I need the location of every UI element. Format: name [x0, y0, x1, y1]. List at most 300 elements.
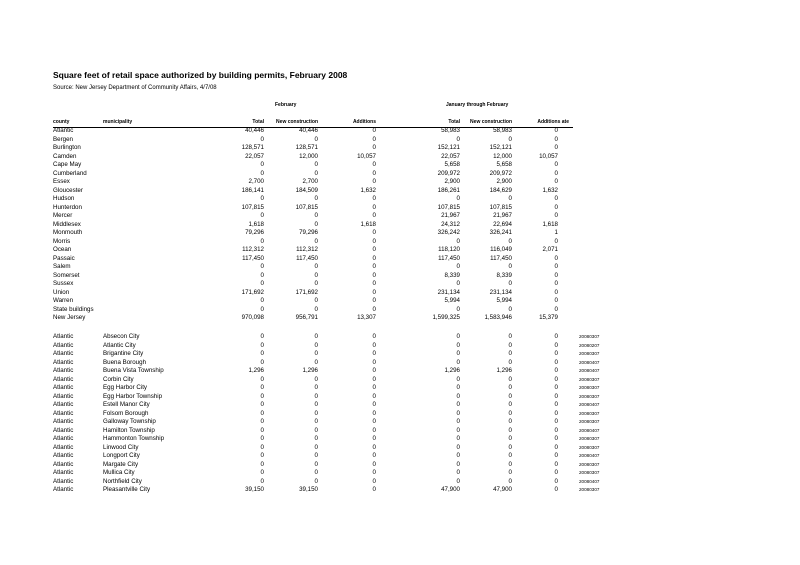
date-cell: 20080407 — [579, 453, 600, 458]
county-cell: Warren — [53, 297, 74, 304]
new-construction-ytd-cell: 22,694 — [493, 220, 512, 228]
municipality-cell: Egg Harbor Township — [103, 392, 163, 400]
additions-cell: 0 — [372, 135, 376, 143]
county-cell: Morris — [53, 237, 71, 245]
total-cell: 0 — [260, 237, 264, 245]
county-cell: Atlantic — [53, 358, 74, 366]
additions-ytd-cell: 0 — [554, 195, 558, 202]
additions-cell: 0 — [372, 305, 376, 313]
municipality-row — [0, 393, 800, 401]
additions-ytd-cell: 0 — [554, 401, 558, 408]
county-row — [0, 238, 800, 246]
county-row — [0, 178, 800, 186]
date-cell: 20080407 — [579, 402, 600, 407]
new-construction-cell: 0 — [314, 305, 318, 313]
date-cell: 20080307 — [579, 419, 600, 424]
municipality-row — [0, 333, 800, 341]
new-construction-cell: 12,000 — [299, 152, 318, 160]
municipality-row — [0, 376, 800, 384]
new-construction-cell: 0 — [314, 409, 318, 417]
additions-cell: 0 — [372, 263, 376, 270]
new-construction-cell: 0 — [314, 392, 318, 400]
new-construction-ytd-cell: 0 — [508, 341, 512, 349]
county-cell: Atlantic — [53, 367, 74, 374]
total-ytd-cell: 0 — [456, 469, 460, 476]
col-header-additions-ytd: Additions ate — [537, 119, 569, 125]
county-row — [0, 246, 800, 254]
additions-cell: 0 — [372, 392, 376, 400]
total-ytd-cell: 118,120 — [438, 246, 460, 253]
total-ytd-cell: 0 — [456, 418, 460, 425]
total-ytd-cell: 0 — [456, 384, 460, 391]
county-cell: Atlantic — [53, 435, 74, 442]
total-cell: 107,815 — [241, 203, 264, 211]
total-cell: 0 — [260, 161, 264, 168]
municipality-cell: Galloway Township — [103, 418, 156, 425]
total-ytd-cell: 0 — [456, 280, 460, 287]
total-cell: 1,296 — [248, 367, 264, 374]
additions-ytd-cell: 0 — [554, 350, 558, 357]
date-cell: 20080207 — [579, 342, 600, 348]
county-row — [0, 195, 800, 203]
new-construction-cell: 0 — [314, 477, 318, 485]
county-cell: Atlantic — [53, 452, 74, 459]
new-construction-ytd-cell: 8,339 — [496, 271, 512, 279]
total-ytd-cell: 0 — [456, 452, 460, 459]
total-cell: 2,700 — [248, 178, 264, 185]
date-cell: 20080407 — [579, 478, 600, 484]
county-cell: Atlantic — [53, 460, 74, 468]
additions-ytd-cell: 0 — [554, 203, 558, 211]
county-cell: Ocean — [53, 246, 72, 253]
new-construction-ytd-cell: 0 — [508, 435, 512, 442]
date-cell: 20080307 — [579, 385, 600, 390]
additions-ytd-cell: 0 — [554, 161, 558, 168]
total-cell: 0 — [260, 375, 264, 383]
total-cell: 0 — [260, 195, 264, 202]
county-cell: Atlantic — [53, 341, 74, 349]
additions-ytd-cell: 0 — [554, 178, 558, 185]
municipality-cell: Estell Manor City — [103, 401, 150, 408]
additions-ytd-cell: 0 — [554, 305, 558, 313]
county-cell: Atlantic — [53, 333, 74, 340]
county-cell: Hunterdon — [53, 203, 82, 211]
total-ytd-cell: 0 — [456, 435, 460, 442]
additions-cell: 0 — [372, 195, 376, 202]
new-construction-ytd-cell: 231,134 — [489, 288, 512, 296]
municipality-cell: Brigantine City — [103, 350, 144, 357]
county-cell: Atlantic — [53, 477, 74, 485]
new-construction-cell: 0 — [314, 169, 318, 177]
additions-ytd-cell: 0 — [554, 341, 558, 349]
date-cell: 20080307 — [579, 334, 600, 339]
total-cell: 0 — [260, 358, 264, 366]
total-ytd-cell: 1,599,325 — [432, 314, 460, 321]
new-construction-ytd-cell: 0 — [508, 195, 512, 202]
total-cell: 0 — [260, 135, 264, 143]
additions-ytd-cell: 1 — [554, 229, 558, 236]
additions-cell: 0 — [372, 367, 376, 374]
county-cell: Atlantic — [53, 486, 74, 493]
additions-cell: 0 — [372, 246, 376, 253]
total-ytd-cell: 0 — [456, 195, 460, 202]
county-row — [0, 187, 800, 195]
total-cell: 0 — [260, 435, 264, 442]
additions-ytd-cell: 0 — [554, 169, 558, 177]
total-ytd-cell: 5,994 — [444, 297, 460, 304]
municipality-row — [0, 367, 800, 375]
new-construction-cell: 0 — [314, 375, 318, 383]
additions-cell: 0 — [372, 178, 376, 185]
new-construction-ytd-cell: 0 — [508, 135, 512, 143]
total-cell: 40,446 — [245, 127, 264, 134]
date-cell: 20080307 — [579, 351, 600, 356]
additions-ytd-cell: 0 — [554, 486, 558, 493]
total-ytd-cell: 0 — [456, 237, 460, 245]
new-construction-cell: 1,296 — [302, 367, 318, 374]
municipality-cell: Buena Vista Township — [103, 367, 164, 374]
total-ytd-cell: 231,134 — [437, 288, 460, 296]
new-construction-ytd-cell: 5,658 — [496, 161, 512, 168]
new-construction-cell: 39,150 — [299, 486, 318, 493]
total-ytd-cell: 58,983 — [441, 127, 460, 134]
additions-ytd-cell: 2,071 — [542, 246, 558, 253]
county-cell: Atlantic — [53, 426, 74, 434]
additions-cell: 0 — [372, 280, 376, 287]
additions-ytd-cell: 0 — [554, 212, 558, 219]
additions-ytd-cell: 0 — [554, 426, 558, 434]
total-cell: 0 — [260, 333, 264, 340]
county-cell: Atlantic — [53, 401, 74, 408]
new-construction-ytd-cell: 107,815 — [489, 203, 512, 211]
municipality-cell: Corbin City — [103, 375, 134, 383]
new-construction-cell: 0 — [314, 426, 318, 434]
new-construction-cell: 184,509 — [295, 186, 318, 194]
additions-ytd-cell: 0 — [554, 443, 558, 451]
new-construction-cell: 107,815 — [295, 203, 318, 211]
total-cell: 970,098 — [241, 314, 264, 321]
total-cell: 1,618 — [248, 220, 264, 228]
additions-cell: 0 — [372, 212, 376, 219]
new-construction-ytd-cell: 117,450 — [490, 254, 512, 262]
new-construction-cell: 956,791 — [295, 314, 318, 321]
new-construction-cell: 112,312 — [296, 246, 318, 253]
new-construction-ytd-cell: 326,241 — [489, 229, 512, 236]
new-construction-cell: 0 — [314, 350, 318, 357]
county-cell: Somerset — [53, 271, 80, 279]
additions-ytd-cell: 0 — [554, 144, 558, 151]
additions-cell: 0 — [372, 229, 376, 236]
additions-ytd-cell: 0 — [554, 452, 558, 459]
county-cell: Union — [53, 288, 70, 296]
county-row — [0, 136, 800, 144]
additions-ytd-cell: 0 — [554, 477, 558, 485]
additions-ytd-cell: 0 — [554, 135, 558, 143]
county-cell: Atlantic — [53, 392, 74, 400]
additions-cell: 1,618 — [360, 220, 376, 228]
new-construction-cell: 0 — [314, 460, 318, 468]
county-row — [0, 306, 800, 314]
additions-cell: 0 — [372, 435, 376, 442]
page-title: Square feet of retail space authorized by building permits, February 2008 — [53, 70, 348, 80]
municipality-cell: Hammonton Township — [103, 435, 165, 442]
total-ytd-cell: 22,057 — [441, 152, 460, 160]
new-construction-ytd-cell: 21,967 — [493, 212, 512, 219]
additions-ytd-cell: 0 — [554, 271, 558, 279]
additions-ytd-cell: 0 — [554, 297, 558, 304]
county-row — [0, 280, 800, 288]
new-construction-cell: 128,571 — [295, 144, 318, 151]
new-construction-ytd-cell: 116,049 — [490, 246, 512, 253]
total-cell: 0 — [260, 477, 264, 485]
additions-ytd-cell: 0 — [554, 375, 558, 383]
county-cell: Cape May — [53, 161, 82, 168]
total-ytd-cell: 8,339 — [444, 271, 460, 279]
municipality-row — [0, 435, 800, 443]
new-construction-ytd-cell: 1,583,946 — [484, 314, 512, 321]
municipality-row — [0, 401, 800, 409]
additions-cell: 0 — [372, 288, 376, 296]
total-ytd-cell: 0 — [456, 358, 460, 366]
col-header-total-ytd: Total — [448, 119, 460, 125]
total-cell: 0 — [260, 426, 264, 434]
municipality-cell: Pleasantville City — [103, 486, 151, 493]
new-construction-ytd-cell: 0 — [508, 392, 512, 400]
new-construction-ytd-cell: 0 — [508, 358, 512, 366]
new-construction-ytd-cell: 0 — [508, 477, 512, 485]
total-ytd-cell: 21,967 — [441, 212, 460, 219]
additions-ytd-cell: 0 — [554, 392, 558, 400]
municipality-cell: Atlantic City — [103, 341, 136, 349]
total-ytd-cell: 1,296 — [444, 367, 460, 374]
additions-ytd-cell: 0 — [554, 333, 558, 340]
date-cell: 20080307 — [579, 376, 600, 382]
new-construction-cell: 79,296 — [299, 229, 318, 236]
total-ytd-cell: 117,450 — [438, 254, 460, 262]
total-cell: 0 — [260, 305, 264, 313]
additions-cell: 0 — [372, 350, 376, 357]
total-cell: 0 — [260, 469, 264, 476]
total-ytd-cell: 2,900 — [444, 178, 460, 185]
county-row — [0, 170, 800, 178]
additions-ytd-cell: 10,057 — [539, 152, 558, 160]
county-cell: Sussex — [53, 280, 74, 287]
county-cell: Middlesex — [53, 220, 81, 228]
municipality-cell: Egg Harbor City — [103, 384, 148, 391]
date-cell: 20080407 — [579, 427, 600, 433]
county-row — [0, 289, 800, 297]
total-ytd-cell: 0 — [456, 375, 460, 383]
additions-cell: 0 — [372, 401, 376, 408]
new-construction-ytd-cell: 12,000 — [493, 152, 512, 160]
additions-cell: 0 — [372, 254, 376, 262]
additions-cell: 0 — [372, 297, 376, 304]
county-row — [0, 144, 800, 152]
total-ytd-cell: 47,900 — [441, 486, 460, 493]
date-cell: 20080307 — [579, 436, 600, 441]
new-construction-cell: 0 — [314, 297, 318, 304]
new-construction-ytd-cell: 209,972 — [489, 169, 512, 177]
municipality-cell: Mullica City — [103, 469, 135, 476]
new-construction-cell: 0 — [314, 135, 318, 143]
county-cell: Atlantic — [53, 418, 74, 425]
additions-ytd-cell: 0 — [554, 280, 558, 287]
additions-cell: 0 — [372, 271, 376, 279]
total-cell: 0 — [260, 384, 264, 391]
new-construction-ytd-cell: 0 — [508, 452, 512, 459]
additions-cell: 0 — [372, 161, 376, 168]
source-note: Source: New Jersey Department of Community Affairs, 4/7/08 — [53, 85, 217, 91]
county-row — [0, 272, 800, 280]
additions-ytd-cell: 0 — [554, 460, 558, 468]
total-ytd-cell: 0 — [456, 341, 460, 349]
total-cell: 128,571 — [241, 144, 264, 151]
county-row — [0, 204, 800, 212]
new-construction-cell: 0 — [314, 161, 318, 168]
municipality-row — [0, 384, 800, 392]
total-cell: 0 — [260, 350, 264, 357]
total-cell: 0 — [260, 418, 264, 425]
total-cell: 79,296 — [245, 229, 264, 236]
county-cell: Essex — [53, 178, 70, 185]
total-cell: 186,141 — [241, 186, 264, 194]
county-cell: Bergen — [53, 135, 73, 143]
total-ytd-cell: 0 — [456, 426, 460, 434]
county-row — [0, 161, 800, 169]
total-cell: 0 — [260, 297, 264, 304]
total-cell: 0 — [260, 392, 264, 400]
new-construction-cell: 40,446 — [299, 127, 318, 134]
additions-ytd-cell: 1,632 — [542, 186, 558, 194]
total-ytd-cell: 186,261 — [437, 186, 460, 194]
new-construction-ytd-cell: 5,994 — [496, 297, 512, 304]
additions-cell: 0 — [372, 426, 376, 434]
new-construction-ytd-cell: 0 — [508, 384, 512, 391]
total-ytd-cell: 0 — [456, 135, 460, 143]
date-cell: 20080307 — [579, 470, 600, 475]
county-cell: Salem — [53, 263, 71, 270]
additions-ytd-cell: 0 — [554, 127, 558, 134]
new-construction-ytd-cell: 0 — [508, 401, 512, 408]
additions-ytd-cell: 0 — [554, 288, 558, 296]
total-cell: 112,312 — [242, 246, 264, 253]
new-construction-ytd-cell: 0 — [508, 469, 512, 476]
new-construction-ytd-cell: 152,121 — [489, 144, 512, 151]
additions-cell: 0 — [372, 452, 376, 459]
new-construction-cell: 2,700 — [302, 178, 318, 185]
total-ytd-cell: 209,972 — [437, 169, 460, 177]
date-cell: 20080307 — [579, 461, 600, 467]
municipality-cell: Northfield City — [103, 477, 142, 485]
new-construction-cell: 0 — [314, 195, 318, 202]
total-cell: 0 — [260, 280, 264, 287]
county-cell: Atlantic — [53, 350, 74, 357]
date-cell: 20080407 — [579, 368, 600, 373]
total-cell: 39,150 — [245, 486, 264, 493]
county-cell: Camden — [53, 152, 77, 160]
county-cell: Atlantic — [53, 409, 74, 417]
municipality-row — [0, 427, 800, 435]
total-ytd-cell: 0 — [456, 401, 460, 408]
new-construction-ytd-cell: 0 — [508, 375, 512, 383]
new-construction-ytd-cell: 58,983 — [493, 127, 512, 134]
municipality-row — [0, 486, 800, 494]
new-construction-ytd-cell: 0 — [508, 237, 512, 245]
municipality-cell: Hamilton Township — [103, 426, 155, 434]
additions-ytd-cell: 15,379 — [539, 314, 558, 321]
county-row — [0, 297, 800, 305]
county-cell: Mercer — [53, 212, 73, 219]
new-construction-ytd-cell: 0 — [508, 263, 512, 270]
additions-cell: 0 — [372, 341, 376, 349]
total-ytd-cell: 0 — [456, 477, 460, 485]
municipality-cell: Longport City — [103, 452, 140, 459]
additions-ytd-cell: 0 — [554, 254, 558, 262]
additions-cell: 0 — [372, 443, 376, 451]
county-row — [0, 229, 800, 237]
new-construction-ytd-cell: 2,900 — [496, 178, 512, 185]
total-cell: 0 — [260, 443, 264, 451]
municipality-row — [0, 350, 800, 358]
municipality-row — [0, 444, 800, 452]
new-construction-cell: 0 — [314, 401, 318, 408]
county-cell: Atlantic — [53, 443, 74, 451]
additions-cell: 13,307 — [357, 314, 376, 321]
col-header-county: county — [53, 119, 70, 125]
additions-cell: 0 — [372, 333, 376, 340]
additions-cell: 0 — [372, 203, 376, 211]
new-construction-ytd-cell: 1,296 — [496, 367, 512, 374]
total-ytd-cell: 0 — [456, 333, 460, 340]
municipality-row — [0, 469, 800, 477]
municipality-row — [0, 359, 800, 367]
county-cell: Atlantic — [53, 127, 74, 134]
additions-cell: 10,057 — [357, 152, 376, 160]
col-header-new-construction-ytd: New construction — [470, 119, 512, 125]
county-row — [0, 127, 800, 135]
new-construction-cell: 0 — [314, 212, 318, 219]
additions-cell: 0 — [372, 144, 376, 151]
new-construction-ytd-cell: 0 — [508, 280, 512, 287]
additions-cell: 0 — [372, 169, 376, 177]
total-ytd-cell: 24,312 — [441, 220, 460, 228]
county-cell: Cumberland — [53, 169, 87, 177]
additions-cell: 0 — [372, 237, 376, 245]
additions-cell: 0 — [372, 486, 376, 493]
col-header-total: Total — [252, 119, 264, 125]
total-cell: 0 — [260, 169, 264, 177]
municipality-row — [0, 342, 800, 350]
new-construction-cell: 0 — [314, 263, 318, 270]
municipality-cell: Buena Borough — [103, 358, 147, 366]
municipality-row — [0, 478, 800, 486]
total-cell: 0 — [260, 263, 264, 270]
county-cell: Atlantic — [53, 375, 74, 383]
county-row — [0, 212, 800, 220]
total-cell: 0 — [260, 212, 264, 219]
additions-cell: 0 — [372, 477, 376, 485]
new-construction-cell: 0 — [314, 435, 318, 442]
municipality-row — [0, 461, 800, 469]
total-cell: 0 — [260, 409, 264, 417]
new-construction-cell: 0 — [314, 341, 318, 349]
total-cell: 0 — [260, 401, 264, 408]
new-construction-ytd-cell: 0 — [508, 409, 512, 417]
additions-cell: 0 — [372, 460, 376, 468]
additions-cell: 0 — [372, 469, 376, 476]
county-row — [0, 263, 800, 271]
additions-cell: 0 — [372, 409, 376, 417]
